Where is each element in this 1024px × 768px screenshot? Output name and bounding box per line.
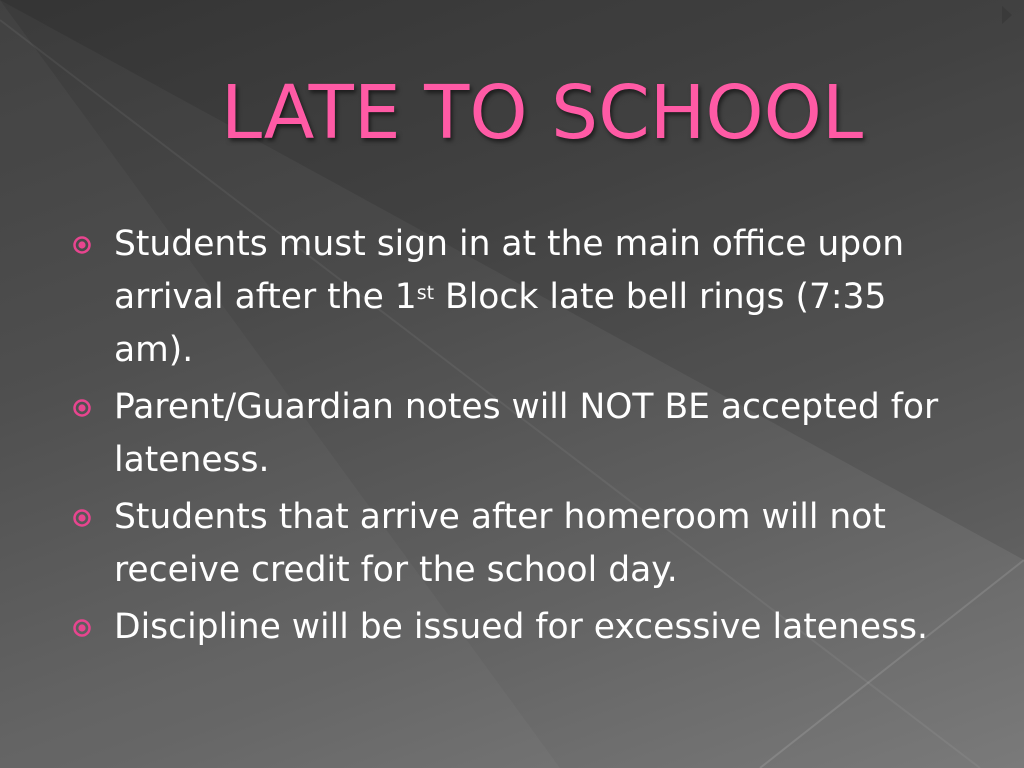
slide-title: LATE TO SCHOOL	[220, 70, 864, 156]
bullet-text: Parent/Guardian notes will NOT BE accepted for lateness.	[114, 387, 939, 480]
bullet-list	[72, 218, 972, 658]
chevron-right-icon	[994, 0, 1024, 30]
bullet-text: Students must sign in at the main office upon arrival after the 1	[114, 224, 905, 317]
circle-dot-icon	[72, 618, 92, 638]
circle-dot-icon	[72, 235, 92, 255]
bullet-text-continued: Block late bell rings (7:35 am).	[114, 277, 887, 370]
bullet-text: Discipline will be issued for excessive lateness.	[114, 607, 928, 647]
bullet-superscript: st	[416, 282, 435, 304]
bullet-item	[72, 381, 972, 487]
circle-dot-icon	[72, 398, 92, 418]
bullet-text: Students that arrive after homeroom will not receive credit for the school day.	[114, 497, 886, 590]
circle-dot-icon	[72, 508, 92, 528]
bullet-item	[72, 491, 972, 597]
bullet-item	[72, 601, 972, 654]
bullet-item	[72, 218, 972, 377]
